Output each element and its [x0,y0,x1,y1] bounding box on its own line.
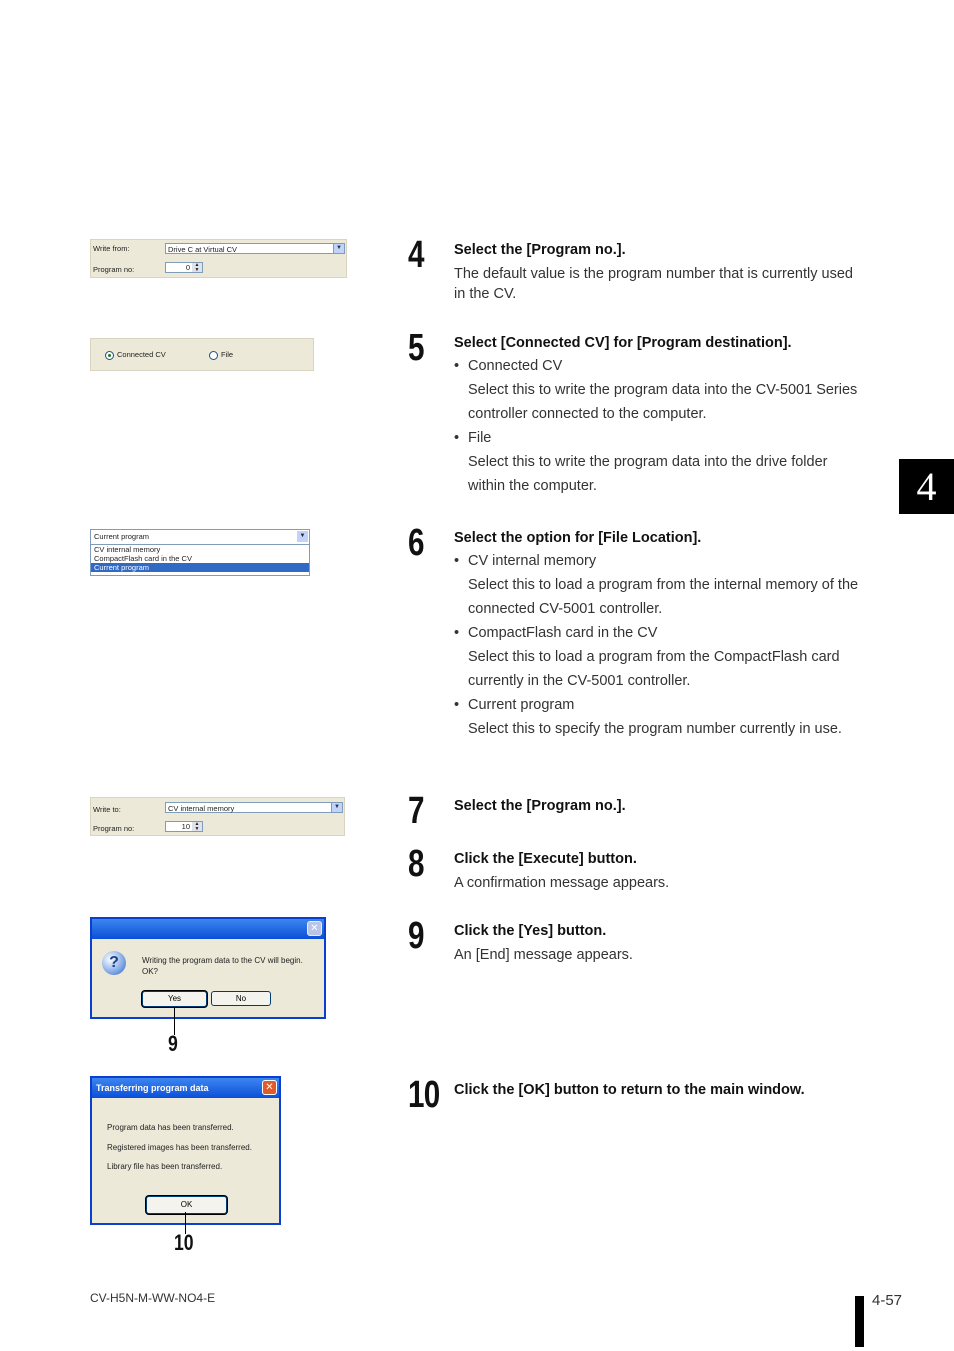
write-from-select[interactable] [165,243,345,254]
step-title: Click the [Yes] button. [454,923,607,939]
bullet-head: • Current program [454,693,864,717]
write-from-value: Drive C at Virtual CV [168,245,238,254]
bullet-text: Select this to write the program data into the drive folder within the computer. [468,454,828,494]
step-9 [454,920,864,965]
chevron-down-icon[interactable]: ▼ [331,803,342,812]
step-description: An [End] message appears. [454,947,633,963]
step-6 [454,527,864,741]
step-title: Click the [Execute] button. [454,851,637,867]
step-description: A confirmation message appears. [454,875,670,891]
write-from-label: Write from: [93,244,130,253]
radio-selected-icon[interactable] [105,351,114,360]
step-title: Select the [Program no.]. [454,798,626,814]
dialog-titlebar [92,919,324,939]
step-description: The default value is the program number that is currently used in the CV. [454,266,853,302]
program-no-value: 0 [185,263,190,272]
transfer-line2: Registered images has been transferred. [107,1142,252,1152]
document-code: CV-H5N-M-WW-NO4-E [90,1291,216,1305]
connected-cv-label: Connected CV [117,350,166,359]
transfer-dialog [90,1076,281,1225]
program-no-label: Program no: [93,265,135,274]
question-icon: ? [102,951,126,975]
write-to-value: CV internal memory [168,804,235,813]
bullet-head: • CompactFlash card in the CV [454,621,864,645]
dropdown-option[interactable]: CV internal memory [94,545,161,554]
transfer-line3: Library file has been transferred. [107,1162,223,1171]
step-number: 7 [408,790,424,832]
dropdown-option-highlighted[interactable]: Current program [91,563,309,572]
program-no-label: Program no: [93,824,135,833]
bullet-head: • CV internal memory [454,549,864,573]
dropdown-option[interactable]: CompactFlash card in the CV [94,554,192,563]
spinner-arrows-icon[interactable]: ▲ ▼ [192,263,202,272]
confirm-message-line1: Writing the program data to the CV will begin. [142,956,303,965]
bullet-text: Select this to write the program data into the CV-5001 Series controller connected to the computer. [468,382,858,422]
step-number: 9 [408,915,424,957]
file-label: File [221,350,234,359]
bullet-head: • Connected CV [454,354,864,378]
confirm-message-line2: OK? [142,967,159,976]
write-to-label: Write to: [93,805,121,814]
step-number: 10 [408,1074,440,1116]
bullet-text: Select this to specify the program number currently in use. [468,721,842,737]
step-title: Click the [OK] button to return to the main window. [454,1082,805,1098]
step-number: 8 [408,843,424,885]
radio-file[interactable] [209,350,233,360]
radio-unselected-icon[interactable] [209,351,218,360]
step-title: Select the option for [File Location]. [454,530,702,546]
dialog-title: Transferring program data [96,1083,209,1093]
program-destination-panel [90,338,314,371]
program-no-spinner[interactable] [165,262,203,273]
page-number: 4-57 [872,1292,903,1309]
step-5 [454,332,864,498]
write-to-panel [90,797,345,836]
yes-button[interactable]: Yes [142,991,207,1007]
dialog-titlebar [92,1078,279,1098]
radio-connected-cv[interactable] [105,350,166,360]
chapter-tab: 4 [899,459,954,514]
transfer-line1: Program data has been transferred. [107,1123,234,1132]
step-number: 4 [408,234,424,276]
step-7 [454,795,864,817]
transfer-message [107,1118,252,1177]
ok-button[interactable]: OK [146,1196,227,1214]
bullet-text: Select this to load a program from the CompactFlash card currently in the CV-5001 controller. [468,649,840,689]
step-8 [454,848,864,893]
chevron-down-icon[interactable]: ▼ [333,244,344,253]
step-title: Select [Connected CV] for [Program destination]. [454,335,792,351]
step-number: 5 [408,327,424,369]
file-location-selected: Current program [94,532,150,541]
bullet-head: • File [454,426,864,450]
file-location-dropdown[interactable] [90,529,310,576]
callout-10: 10 [174,1230,194,1255]
chevron-down-icon[interactable]: ▼ [297,531,308,542]
confirm-message [142,955,303,977]
step-4 [454,239,864,304]
write-to-select[interactable] [165,802,343,813]
step-number: 6 [408,522,424,564]
no-button[interactable]: No [211,991,271,1006]
confirm-dialog [90,917,326,1019]
program-no-spinner[interactable] [165,821,203,832]
step-10 [454,1079,864,1101]
write-from-panel [90,239,347,278]
footer-bar [855,1296,864,1347]
program-no-value: 10 [181,822,190,831]
close-icon[interactable]: ✕ [262,1080,277,1095]
spinner-arrows-icon[interactable]: ▲ ▼ [192,822,202,831]
step-title: Select the [Program no.]. [454,242,626,258]
bullet-text: Select this to load a program from the internal memory of the connected CV-5001 controller. [468,577,859,617]
close-icon[interactable]: ✕ [307,921,322,936]
callout-9: 9 [168,1031,178,1056]
